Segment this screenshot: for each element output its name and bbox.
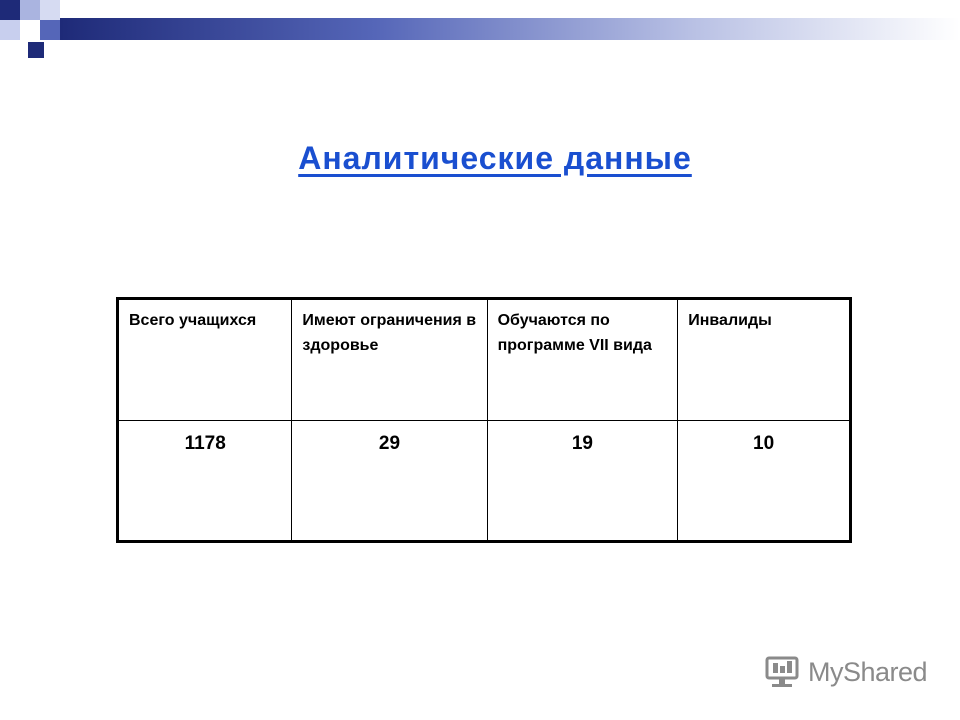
decorative-square [0,0,20,20]
column-header-disabled: Инвалиды [678,299,851,421]
cell-health-limitations: 29 [292,421,487,542]
decorative-square [28,42,44,58]
decorative-square [40,0,60,20]
decorative-square [0,20,20,40]
corner-decoration [0,0,960,60]
page-title[interactable]: Аналитические данные [298,140,692,176]
decorative-square [20,0,40,20]
watermark-text: MyShared [808,656,928,687]
column-header-health-limitations: Имеют ограничения в здоровье [292,299,487,421]
decorative-gradient-bar [60,18,960,40]
cell-total-students: 1178 [118,421,292,542]
column-header-total-students: Всего учащихся [118,299,292,421]
cell-program-vii: 19 [487,421,678,542]
monitor-icon [764,654,804,690]
decorative-square [40,20,60,40]
column-header-program-vii: Обучаются по программе VII вида [487,299,678,421]
analytics-table [116,297,852,543]
decorative-square [20,20,40,40]
cell-disabled: 10 [678,421,851,542]
table-header-row [118,299,851,421]
myshared-logo [764,650,934,694]
table-row [118,421,851,542]
